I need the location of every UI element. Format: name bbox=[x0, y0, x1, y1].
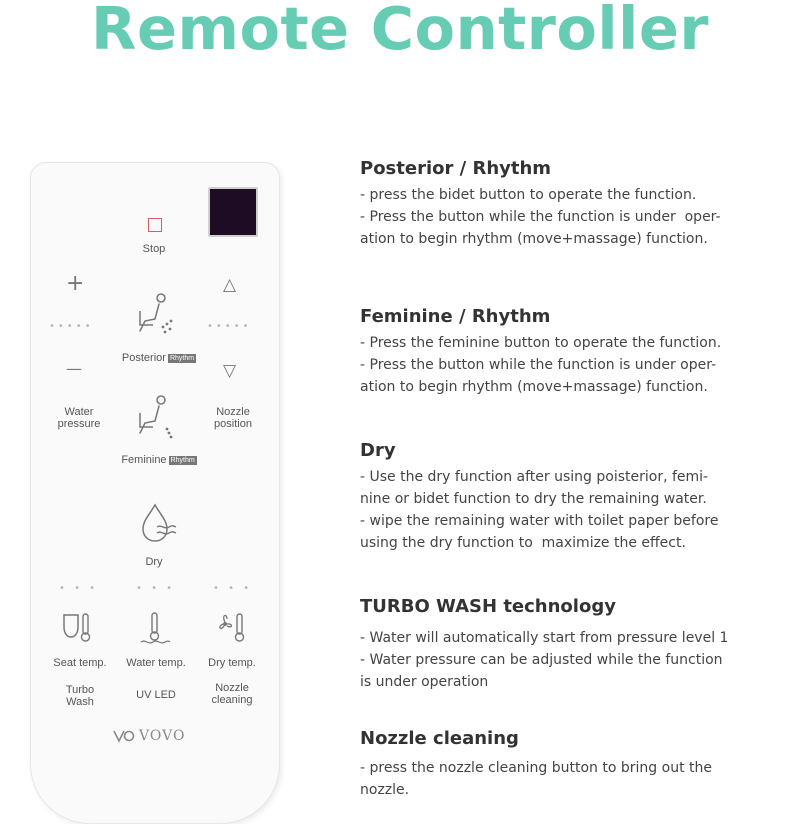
feminine-rhythm-tag: Rhythm bbox=[170, 456, 195, 464]
brand-logo bbox=[113, 728, 203, 744]
dry-icon[interactable] bbox=[139, 501, 179, 547]
stop-icon[interactable] bbox=[148, 218, 162, 232]
vovo-logo-icon bbox=[113, 729, 135, 743]
uv-led-button[interactable]: UV LED bbox=[136, 689, 176, 701]
dry-temp-label: Dry temp. bbox=[208, 657, 256, 669]
dry-label: Dry bbox=[145, 556, 163, 568]
brand-name: VOVO bbox=[139, 728, 186, 744]
section-dry bbox=[360, 440, 718, 554]
section-line: - Use the dry function after using poisterior, femi- bbox=[360, 469, 709, 485]
water-pressure-label-1: Water bbox=[64, 406, 94, 418]
dry-temp-icon[interactable] bbox=[215, 611, 247, 645]
pressure-down-button[interactable]: — bbox=[66, 359, 82, 378]
section-line: - press the bidet button to operate the function. bbox=[360, 187, 697, 203]
section-heading: Feminine / Rhythm bbox=[360, 306, 551, 327]
section-line: ation to begin rhythm (move+massage) function. bbox=[360, 379, 708, 395]
water-temp-label: Water temp. bbox=[126, 657, 186, 669]
section-line: ation to begin rhythm (move+massage) function. bbox=[360, 231, 708, 247]
nozzle-cleaning-button[interactable] bbox=[197, 682, 267, 706]
pressure-up-button[interactable]: + bbox=[66, 271, 85, 296]
water-pressure-label-2: pressure bbox=[57, 418, 101, 430]
section-line: - wipe the remaining water with toilet paper before bbox=[360, 513, 719, 529]
posterior-icon[interactable] bbox=[135, 291, 177, 341]
seat-temp-dots: • • • bbox=[59, 583, 99, 594]
section-line: - Press the feminine button to operate the function. bbox=[360, 335, 722, 351]
posterior-rhythm-tag: Rhythm bbox=[169, 354, 195, 362]
posterior-label[interactable]: Posterior bbox=[121, 352, 166, 364]
turbo-wash-button[interactable] bbox=[45, 684, 115, 708]
section-turbo-wash bbox=[360, 596, 728, 693]
nozzle-cleaning-label-1: Nozzle bbox=[215, 682, 249, 694]
section-heading: TURBO WASH technology bbox=[360, 596, 616, 617]
feminine-icon[interactable] bbox=[135, 393, 177, 443]
dry-temp-dots: • • • bbox=[213, 583, 253, 594]
nozzle-back-button[interactable]: ▽ bbox=[223, 361, 237, 381]
stop-label: Stop bbox=[142, 243, 166, 255]
section-line: nine or bidet function to dry the remaining water. bbox=[360, 491, 707, 507]
seat-temp-label: Seat temp. bbox=[53, 657, 107, 669]
section-line: - Press the button while the function is under oper- bbox=[360, 209, 721, 225]
section-nozzle-cleaning bbox=[360, 728, 712, 801]
water-temp-icon[interactable] bbox=[139, 611, 171, 647]
section-line: - Water pressure can be adjusted while the function bbox=[360, 652, 723, 668]
section-line: is under operation bbox=[360, 674, 489, 690]
section-line: using the dry function to maximize the effect. bbox=[360, 535, 686, 551]
section-line: nozzle. bbox=[360, 782, 410, 798]
water-temp-dots: • • • bbox=[136, 583, 176, 594]
nozzle-forward-button[interactable]: △ bbox=[223, 275, 237, 295]
section-line: - Water will automatically start from pressure level 1 bbox=[360, 630, 729, 646]
led-display bbox=[208, 187, 258, 237]
pressure-level-dots: ••••• bbox=[49, 321, 94, 332]
section-heading: Nozzle cleaning bbox=[360, 728, 519, 749]
remote-controller bbox=[30, 162, 280, 824]
nozzle-cleaning-label-2: cleaning bbox=[211, 694, 253, 706]
turbo-wash-label-1: Turbo bbox=[65, 684, 95, 696]
section-heading: Posterior / Rhythm bbox=[360, 158, 552, 179]
nozzle-position-label-2: position bbox=[214, 418, 252, 430]
nozzle-position-label-1: Nozzle bbox=[216, 406, 250, 418]
seat-temp-icon[interactable] bbox=[61, 611, 93, 645]
turbo-wash-label-2: Wash bbox=[66, 696, 94, 708]
section-feminine bbox=[360, 306, 721, 398]
page-title: Remote Controller bbox=[91, 0, 709, 63]
nozzle-position-dots: ••••• bbox=[207, 321, 252, 332]
section-line: - Press the button while the function is under oper- bbox=[360, 357, 717, 373]
section-line: - press the nozzle cleaning button to bring out the bbox=[360, 760, 712, 776]
section-heading: Dry bbox=[360, 440, 396, 461]
section-posterior bbox=[360, 158, 721, 250]
feminine-label[interactable]: Feminine bbox=[121, 454, 167, 466]
